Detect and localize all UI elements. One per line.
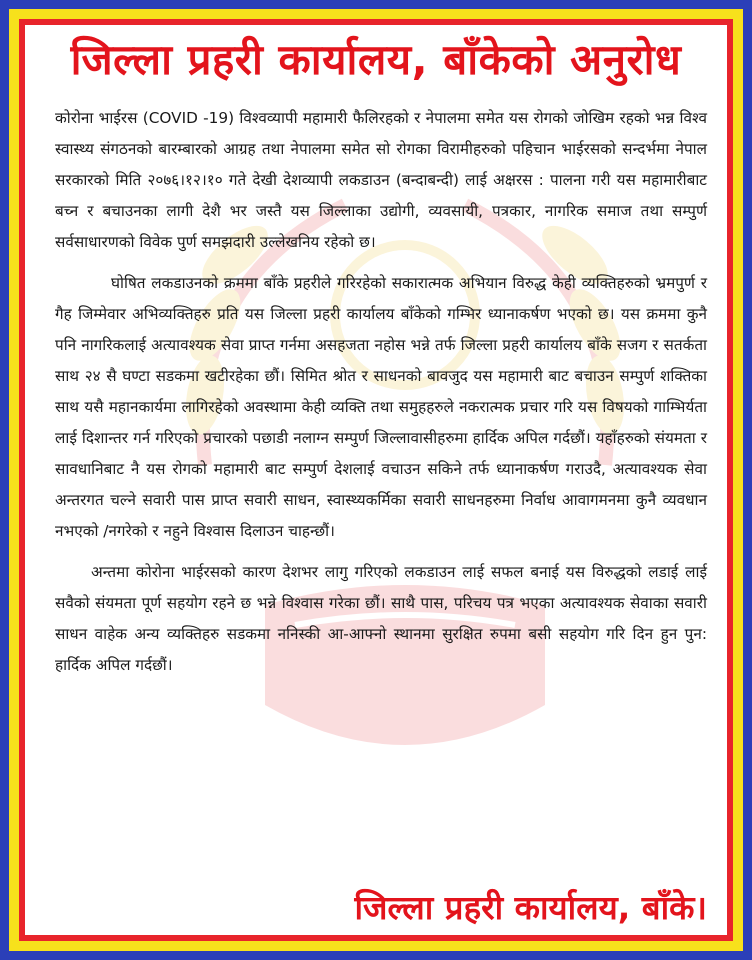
paragraph-3: अन्तमा कोरोना भाईरसको कारण देशभर लागु गरिएको लकडाउन लाई सफल बनाई यस विरुद्धको लडाई लाई सवैको संयमता पूर्ण सहयोग रहने छ भन्ने विश्वास गरेका छौं। साथै पास, परिचय पत्र भएका अत्यावश्यक सेवाका सवारी साधन वाहेक अन्य व्यक्तिहरु सडकमा ननिस्की आ-आफ्नो स्थानमा सुरक्षित रुपमा बसी सहयोग गरि दिन हुन पुन: हार्दिक अपिल गर्दछौं। (55, 563, 707, 674)
notice-body (55, 103, 707, 691)
signature: जिल्ला प्रहरी कार्यालय, बाँके। (354, 888, 707, 927)
notice-page (25, 25, 727, 935)
paragraph-1: कोरोना भाईरस (COVID -19) विश्वव्यापी महामारी फैलिरहको र नेपालमा समेत यस रोगको जोखिम रहको भन्न विश्व स्वास्थ्य संगठनको बारम्बारको आग्रह तथा नेपालमा समेत सो रोगका विरामीहरुको पहिचान भाईरसको सन्दर्भमा नेपाल सरकारको मिति २०७६।१२।१० गते देखी देशव्यापी लकडाउन (बन्दाबन्दी) लाई अक्षरस : पालना गरी यस महामारीबाट बच्न र बचाउनका लागी देशै भर जस्तै यस जिल्लाका उद्योगी, व्यवसायी, पत्रकार, नागरिक समाज तथा सम्पुर्ण सर्वसाधारणको विवेक पुर्ण समझदारी उल्लेखनिय रहेको छ। (55, 109, 707, 251)
paragraph-2: घोषित लकडाउनको क्रममा बाँके प्रहरीले गरिरहेको सकारात्मक अभियान विरुद्ध केही व्यक्तिहरुको भ्रमपुर्ण र गैह जिम्मेवार अभिव्यक्तिहरु प्रति यस जिल्ला प्रहरी कार्यालय बाँकेको गम्भिर ध्यानाकर्षण भएको छ। यस क्रममा कुनै पनि नागरिकलाई अत्यावश्यक सेवा प्राप्त गर्नमा असहजता नहोस भन्ने तर्फ जिल्ला प्रहरी कार्यालय बाँके सजग र सतर्कता साथ २४ सै घण्टा सडकमा खटीरहेका छौं। सिमित श्रोत र साधनको बावजुद यस महामारी बाट बचाउन सम्पुर्ण शक्तिका साथ यसै महानकार्यमा लागिरहेको अवस्थामा केही व्यक्ति तथा समुहहरुले नकरात्मक प्रचार गरि यस विषयको गाम्भिर्यता लाई दिशान्तर गर्न गरिएको प्रचारको पछाडी नलाग्न सम्पुर्ण जिल्लावासीहरुमा हार्दिक अपिल गर्दछौं। यहाँहरुको संयमता र सावधानिबाट नै यस रोगको महामारी बाट सम्पुर्ण देशलाई वचाउन सकिने तर्फ ध्यानाकर्षण गराउदै, अत्यावश्यक सेवा अन्तरगत चल्ने सवारी पास प्राप्त सवारी साधन, स्वास्थ्यकर्मिका सवारी साधनहरुमा निर्वाध आवागमनमा कुनै व्यवधान नभएको /नगरेको र नहुने विश्वास दिलाउन चाहन्छौं। (55, 274, 707, 540)
page-title: जिल्ला प्रहरी कार्यालय, बाँकेको अनुरोध (70, 35, 682, 84)
